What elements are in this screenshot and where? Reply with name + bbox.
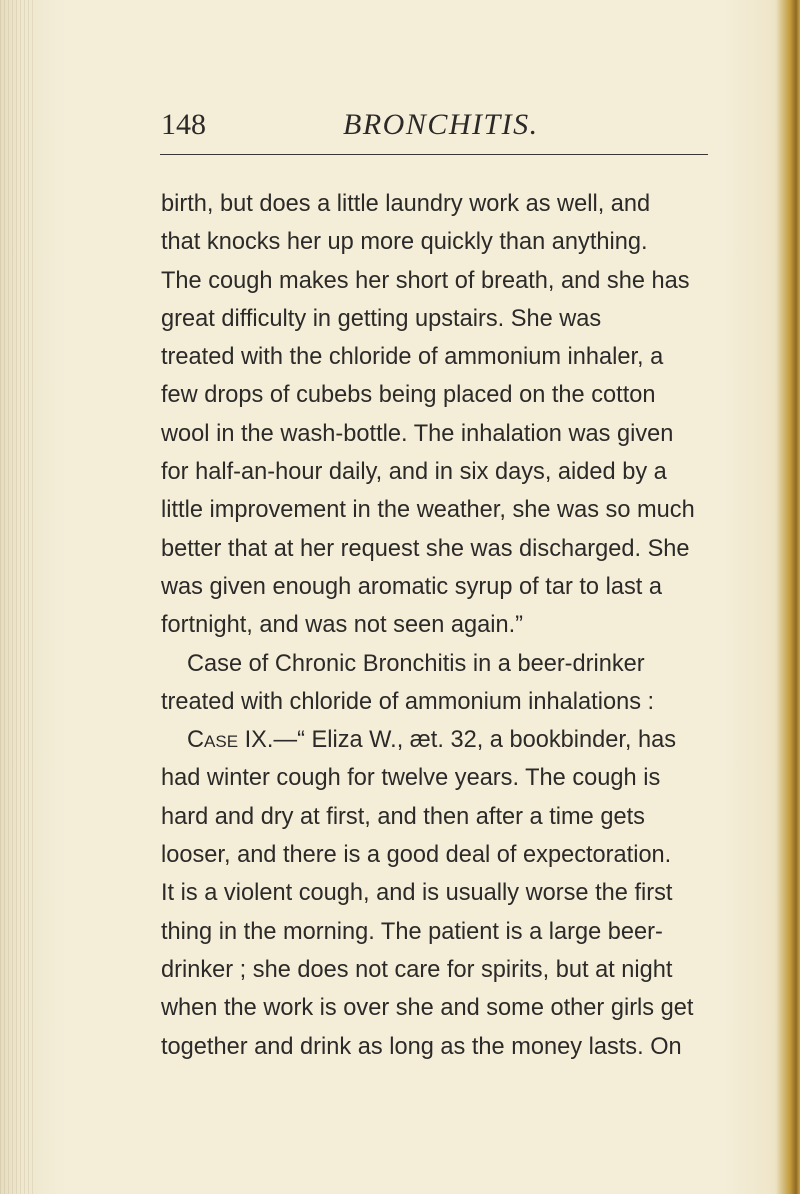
text-line: fortnight, and was not seen again.” — [161, 612, 524, 639]
text-line: together and drink as long as the money lasts. On — [161, 1033, 682, 1060]
text-line: drinker ; she does not care for spirits, but at night — [161, 956, 673, 983]
binding-gutter — [0, 0, 34, 1194]
text-line: little improvement in the weather, she was so much — [161, 497, 695, 524]
case-text: IX.—“ Eliza W., æt. 32, a bookbinder, has — [244, 727, 677, 754]
case-label: Case — [187, 727, 239, 754]
text-line: better that at her request she was discharged. She — [161, 535, 690, 562]
text-line: treated with the chloride of ammonium inhaler, a — [161, 344, 664, 371]
case-line — [161, 721, 721, 759]
section-heading-line: Case of Chronic Bronchitis in a beer-drinker — [187, 650, 645, 677]
text-line: that knocks her up more quickly than anything. — [161, 229, 648, 256]
page-number: 148 — [161, 108, 206, 141]
text-line: thing in the morning. The patient is a large beer- — [161, 918, 663, 945]
text-line: looser, and there is a good deal of expectoration. — [161, 842, 672, 869]
body-text — [161, 185, 721, 1066]
text-line: wool in the wash-bottle. The inhalation was given — [161, 420, 674, 447]
text-line: The cough makes her short of breath, and she has — [161, 267, 690, 294]
text-line: It is a violent cough, and is usually worse the first — [161, 880, 673, 907]
text-line: great difficulty in getting upstairs. She was — [161, 305, 602, 332]
running-head: BRONCHITIS. — [343, 108, 539, 141]
text-line: hard and dry at first, and then after a time gets — [161, 803, 645, 830]
text-line: was given enough aromatic syrup of tar to last a — [161, 573, 662, 600]
text-line: few drops of cubebs being placed on the cotton — [161, 382, 656, 409]
header-rule — [160, 154, 708, 155]
text-line: when the work is over she and some other girls get — [161, 995, 694, 1022]
text-line: had winter cough for twelve years. The cough is — [161, 765, 661, 792]
text-line: treated with chloride of ammonium inhalations : — [161, 688, 655, 715]
text-line: birth, but does a little laundry work as well, and — [161, 191, 651, 217]
text-line: for half-an-hour daily, and in six days, aided by a — [161, 459, 667, 486]
page-edge — [776, 0, 800, 1194]
